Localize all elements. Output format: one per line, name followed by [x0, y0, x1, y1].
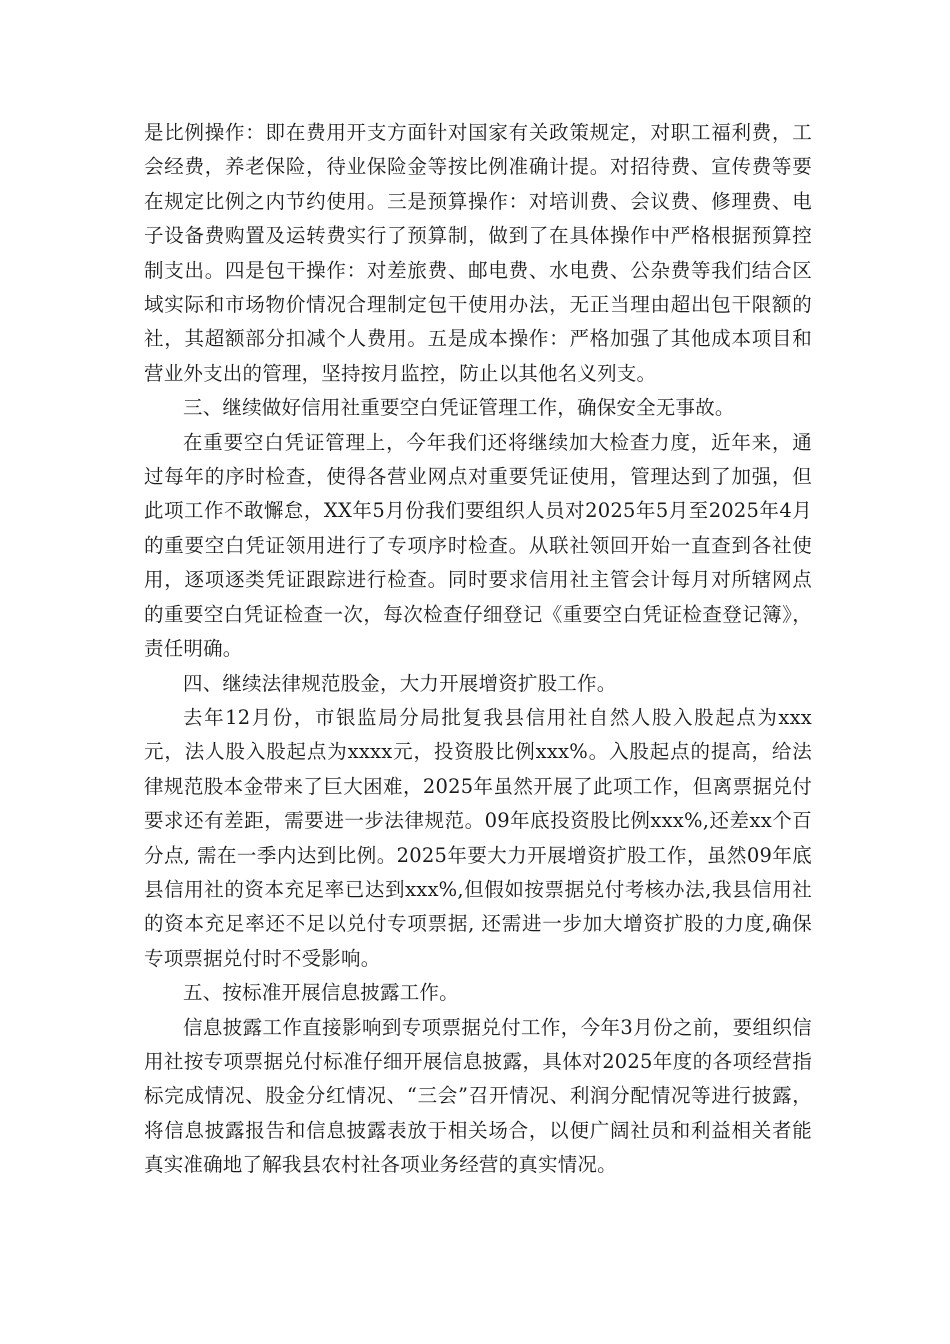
document-page [144, 116, 812, 1183]
paragraph-capital-increase: 去年12月份，市银监局分局批复我县信用社自然人股入股起点为xxx元，法人股入股起点为xxxx元，投资股比例xxx%。入股起点的提高，给法律规范股本金带来了巨大困难，2025年虽然开展了此项工作，但离票据兑付要求还有差距，需要进一步法律规范。09年底投资股比例xxx%,还差xx个百分点, 需在一季内达到比例。2025年要大力开展增资扩股工作，虽然09年底县信用社的资本充足率已达到xxx%,但假如按票据兑付考核办法,我县信用社的资本充足率还不足以兑付专项票据, 还需进一步加大增资扩股的力度,确保专项票据兑付时不受影响。 [144, 705, 812, 970]
section-heading-5: 五、按标准开展信息披露工作。 [183, 981, 459, 1005]
section-heading-4: 四、继续法律规范股金，大力开展增资扩股工作。 [183, 671, 617, 695]
paragraph-information-disclosure: 信息披露工作直接影响到专项票据兑付工作，今年3月份之前，要组织信用社按专项票据兑付标准仔细开展信息披露，具体对2025年度的各项经营指标完成情况、股金分红情况、“三会”召开情况、利润分配情况等进行披露，将信息披露报告和信息披露表放于相关场合，以便广阔社员和利益相关者能真实准确地了解我县农村社各项业务经营的真实情况。 [144, 1015, 812, 1177]
paragraph-cost-operations: 是比例操作：即在费用开支方面针对国家有关政策规定，对职工福利费，工会经费，养老保险，待业保险金等按比例准确计提。对招待费、宣传费等要在规定比例之内节约使用。三是预算操作：对培训费、会议费、修理费、电子设备费购置及运转费实行了预算制，做到了在具体操作中严格根据预算控制支出。四是包干操作：对差旅费、邮电费、水电费、公杂费等我们结合区域实际和市场物价情况合理制定包干使用办法，无正当理由超出包干限额的社，其超额部分扣减个人费用。五是成本操作：严格加强了其他成本项目和营业外支出的管理，坚持按月监控，防止以其他名义列支。 [144, 121, 812, 385]
section-heading-3: 三、继续做好信用社重要空白凭证管理工作，确保安全无事故。 [183, 396, 735, 420]
paragraph-blank-voucher-management: 在重要空白凭证管理上，今年我们还将继续加大检查力度，近年来，通过每年的序时检查，使得各营业网点对重要凭证使用，管理达到了加强，但此项工作不敢懈怠，XX年5月份我们要组织人员对2025年5月至2025年4月的重要空白凭证领用进行了专项序时检查。从联社领回开始一直查到各社使用，逐项逐类凭证跟踪进行检查。同时要求信用社主管会计每月对所辖网点的重要空白凭证检查一次，每次检查仔细登记《重要空白凭证检查登记簿》，责任明确。 [144, 430, 812, 661]
